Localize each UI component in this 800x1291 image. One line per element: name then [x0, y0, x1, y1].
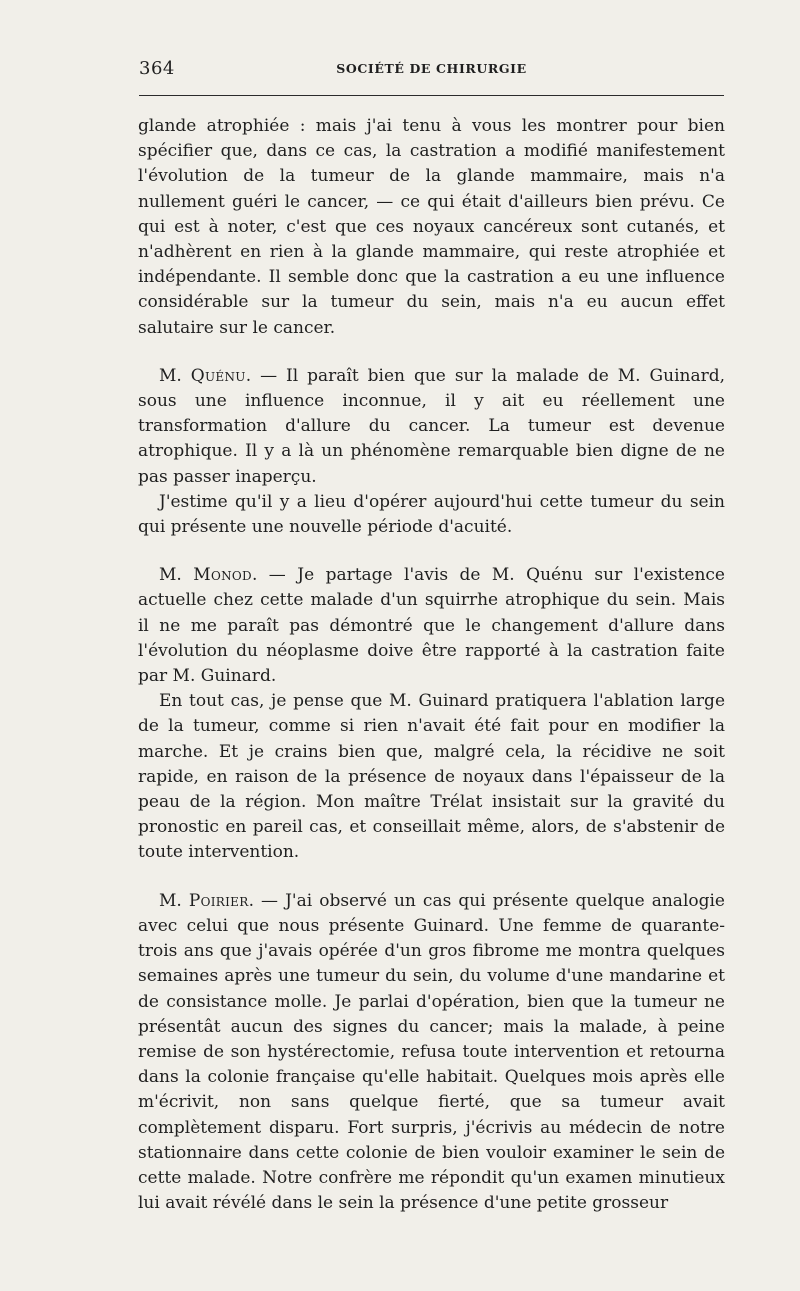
paragraph-monod: [138, 563, 725, 689]
page-header: [139, 58, 724, 82]
speaker-name: Quénu: [190, 365, 246, 386]
paragraph: [138, 490, 725, 540]
paragraph-text: En tout cas, je pense que M. Guinard pratiquera l'ablation large de la tumeur, comme si rien n'avait été fait pour en modifier la marche. Et je crains bien que, malgré cela, la récidive ne soit rapide, en raison de la présence de noyaux dans l'épaisseur de la peau de la région. Mon maître Trélat insistait sur la gravité du pronostic en pareil cas, et conseillait même, alors, de s'abstenir de toute intervention.: [138, 691, 725, 863]
speaker-prefix: M.: [159, 365, 191, 386]
speaker-name: Monod: [193, 565, 252, 586]
paragraph-continuation: [138, 114, 725, 341]
running-title: SOCIÉTÉ DE CHIRURGIE: [336, 61, 527, 76]
header-rule: [139, 95, 724, 96]
page-number: 364: [139, 58, 175, 79]
speaker-name: Poirier: [188, 890, 249, 911]
paragraph-text: glande atrophiée : mais j'ai tenu à vous les montrer pour bien spécifier que, dans ce cas, la castration a modifié manifestement l'évolution de la tumeur de la glande mammaire, mais n'a nullement guéri le cancer, — ce qui était d'ailleurs bien prévu. Ce qui est à noter, c'est que ces noyaux cancéreux sont cutanés, et n'adhèrent en rien à la glande mammaire, qui reste atrophiée et indépendante. Il semble donc que la castration a eu une influence considérable sur la tumeur du sein, mais n'a eu aucun effet salutaire sur le cancer.: [138, 116, 725, 338]
paragraph-text: . — Il paraît bien que sur la malade de M. Guinard, sous une influence inconnue, il y ait eu réellement une transformation d'allure du cancer. La tumeur est devenue atrophique. Il y a là un phénomène remarquable bien digne de ne pas passer inaperçu.: [138, 365, 726, 487]
paragraph: [138, 689, 725, 865]
page-body: [138, 114, 725, 1216]
speaker-prefix: M.: [159, 565, 194, 586]
paragraph-poirier: [138, 889, 725, 1217]
paragraph-text: . — Je partage l'avis de M. Quénu sur l'existence actuelle chez cette malade d'un squirrhe atrophique du sein. Mais il ne me paraît pas démontré que le changement d'allure dans l'évolution du néoplasme doive être rapporté à la castration faite par M. Guinard.: [138, 565, 725, 687]
speaker-prefix: M.: [159, 890, 189, 911]
paragraph-quenu: [138, 364, 725, 490]
paragraph-text: . — J'ai observé un cas qui présente quelque analogie avec celui que nous présente Guinard. Une femme de quarante-trois ans que j'avais opérée d'un gros fibrome me montra quelques semaines après une tumeur du sein, du volume d'une mandarine et de consistance molle. Je parlai d'opération, bien que la tumeur ne présentât aucun des signes du cancer; mais la malade, à peine remise de son hystérectomie, refusa toute intervention et retourna dans la colonie française qu'elle habitait. Quelques mois après elle m'écrivit, non sans quelque fierté, que sa tumeur avait complètement disparu. Fort surpris, j'écrivis au médecin de notre stationnaire dans cette colonie de bien vouloir examiner le sein de cette malade. Notre confrère me répondit qu'un examen minutieux lui avait révélé dans le sein la présence d'une petite grosseur: [138, 890, 725, 1214]
paragraph-text: J'estime qu'il y a lieu d'opérer aujourd'hui cette tumeur du sein qui présente une nouvelle période d'acuité.: [138, 491, 725, 538]
